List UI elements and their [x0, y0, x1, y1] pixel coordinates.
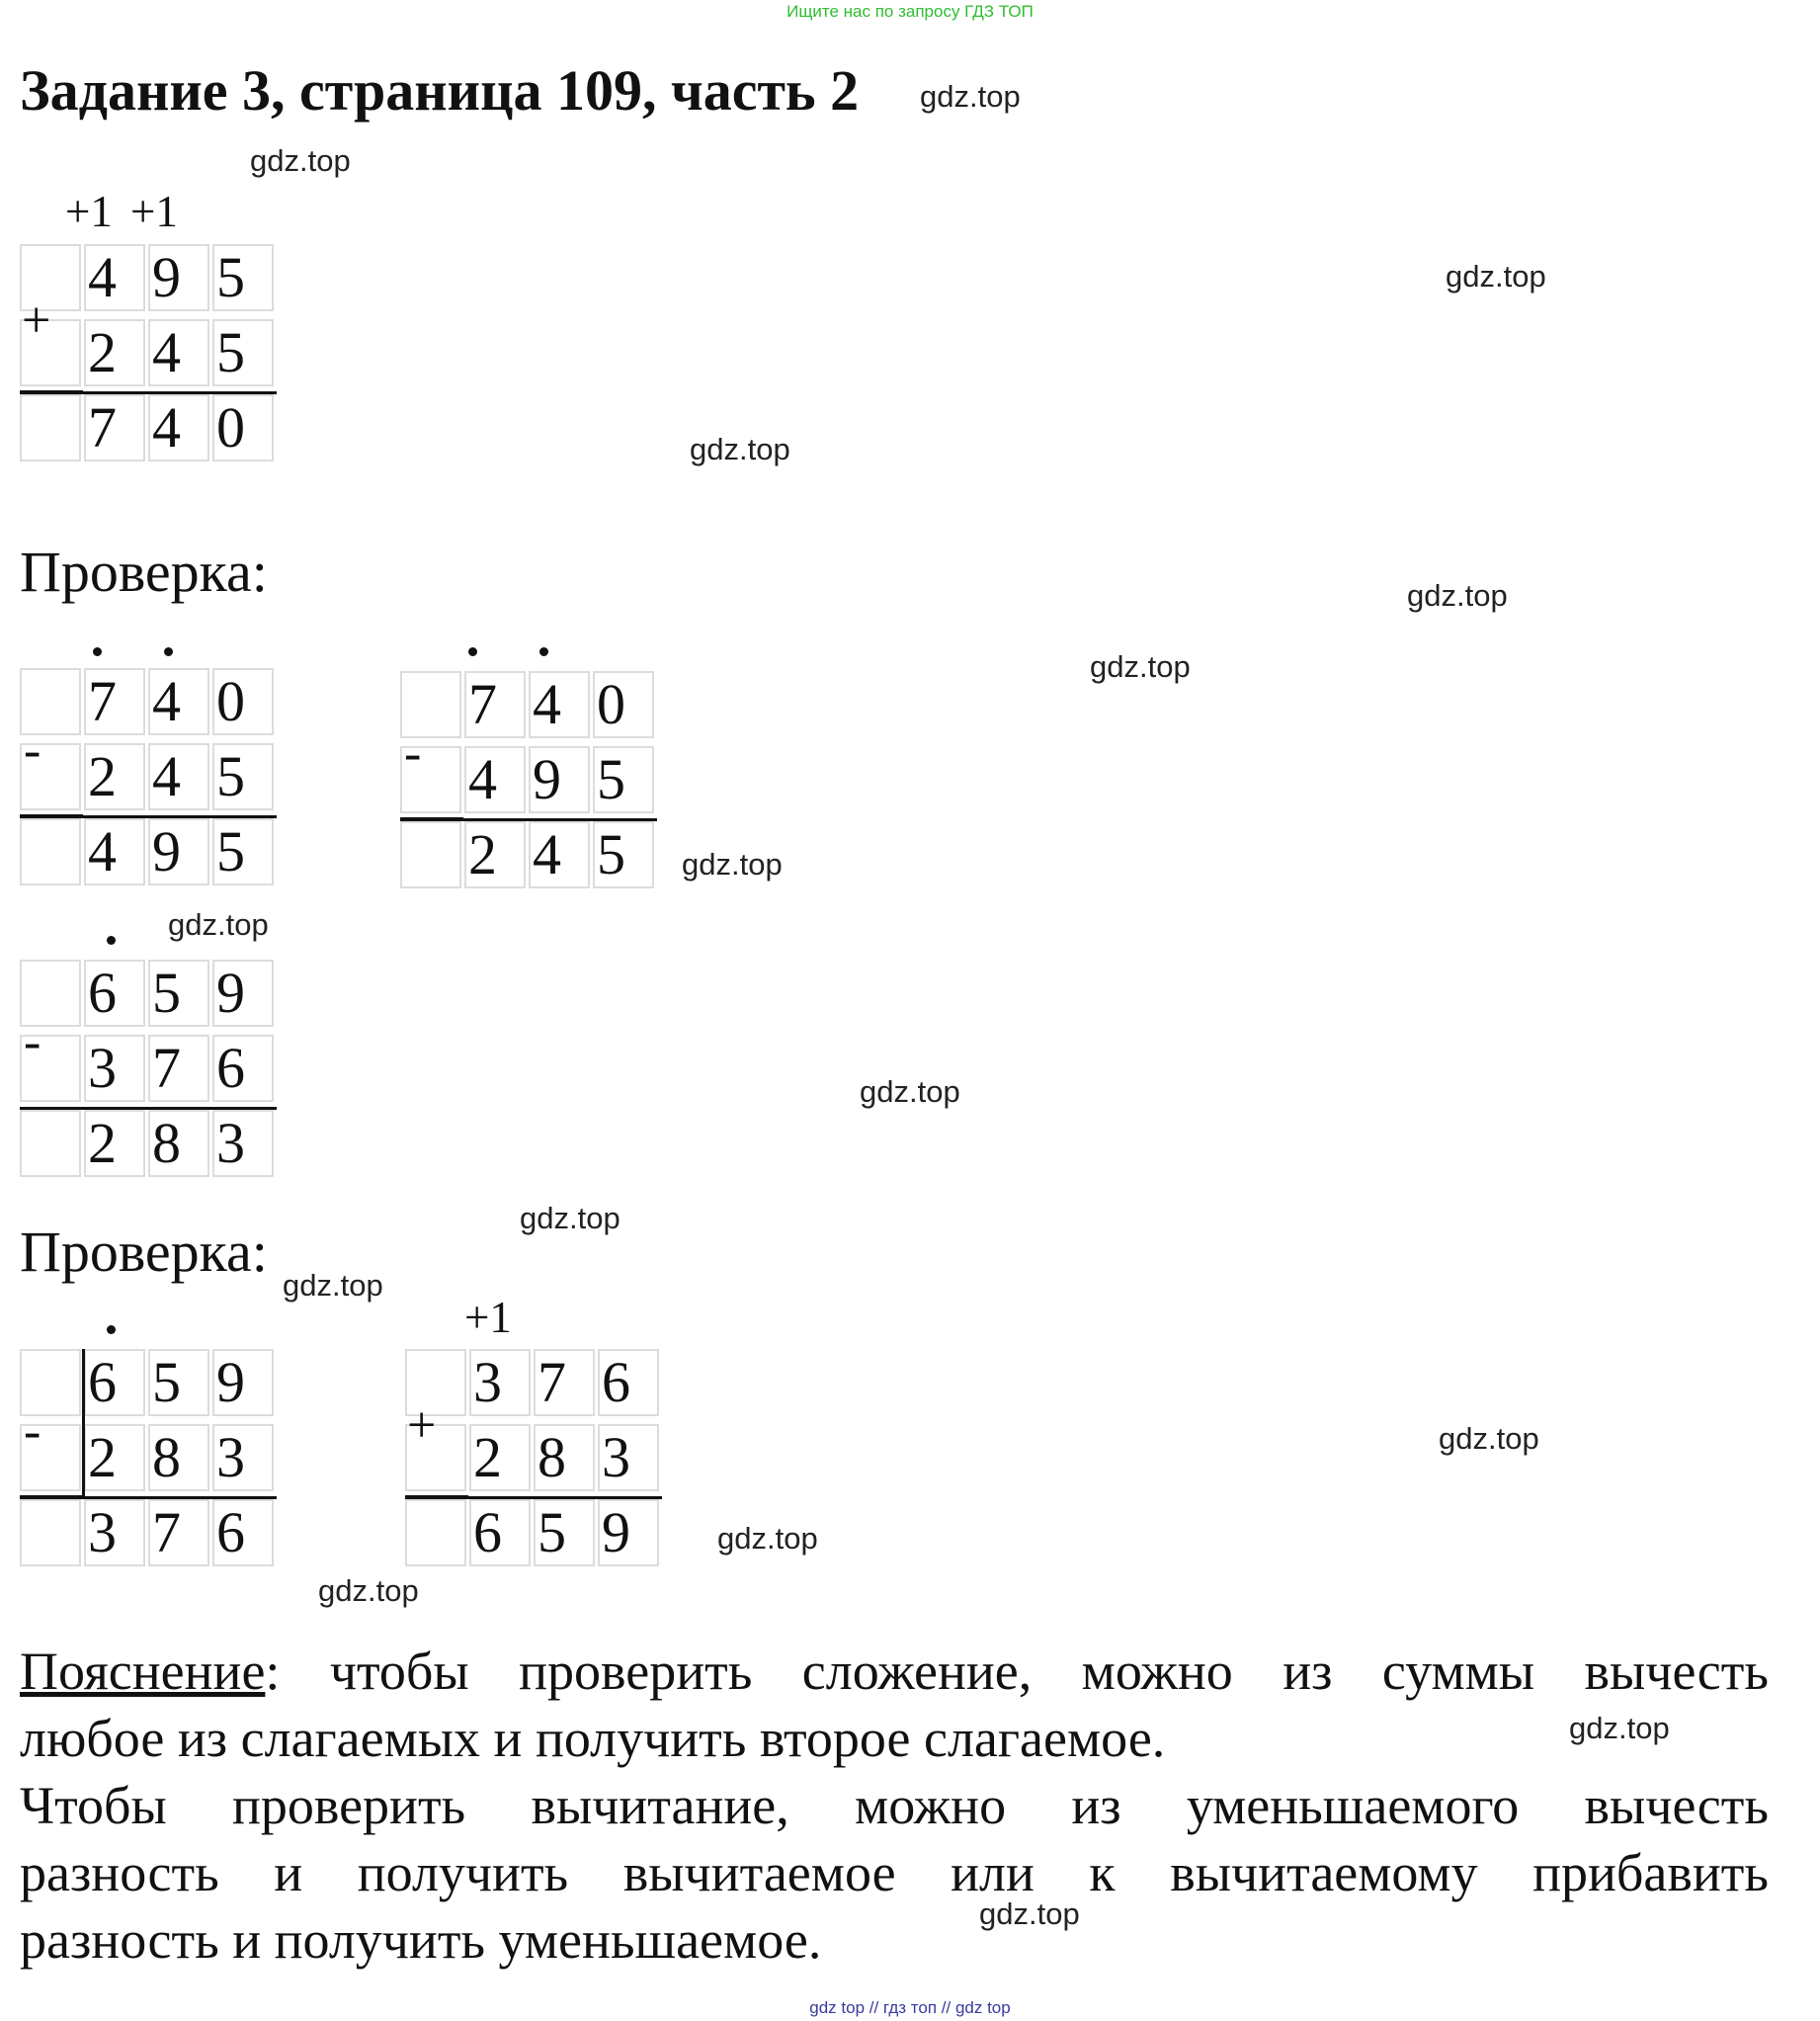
watermark: gdz.top [1407, 578, 1508, 613]
digit: 0 [216, 669, 245, 733]
carry-label: +1 [130, 187, 178, 236]
digit: 3 [88, 1036, 117, 1100]
carry-label: +1 [464, 1293, 512, 1342]
footer-links: gdz top // гдз топ // gdz top [809, 1998, 1011, 2017]
watermark: gdz.top [979, 1896, 1080, 1931]
carry-label: +1 [65, 187, 113, 236]
digit: 4 [468, 747, 497, 811]
digit: 5 [216, 819, 245, 884]
digit: 6 [88, 961, 117, 1025]
result-line [20, 815, 277, 818]
digit: 4 [152, 744, 181, 808]
explanation-label: Пояснение [20, 1642, 266, 1701]
result-line [20, 391, 277, 394]
watermark: gdz.top [250, 143, 351, 178]
borrow-dot [468, 647, 477, 656]
explanation-line: разность и получить уменьшаемое. [20, 1910, 822, 1970]
explanation-line: разность и получить вычитаемое или к вычитаемому прибавить [20, 1843, 1769, 1902]
top-banner: Ищите нас по запросу ГДЗ ТОП [786, 2, 1034, 21]
watermark: gdz.top [920, 79, 1021, 114]
digit: 9 [152, 245, 181, 309]
digit: 5 [538, 1500, 566, 1564]
explanation-text: : чтобы проверить сложение, можно из суммы вычесть [265, 1642, 1769, 1701]
digit: 6 [602, 1350, 630, 1414]
digit: 7 [538, 1350, 566, 1414]
watermark: gdz.top [168, 907, 269, 942]
digit: 9 [216, 961, 245, 1025]
digit: 2 [88, 1111, 117, 1175]
digit: 2 [88, 1425, 117, 1489]
explanation-line: Чтобы проверить вычитание, можно из уменьшаемого вычесть [20, 1776, 1769, 1835]
watermark: gdz.top [520, 1201, 620, 1235]
watermark: gdz.top [682, 847, 783, 882]
digit: 4 [152, 320, 181, 384]
digit: 7 [152, 1500, 181, 1564]
digit: 0 [597, 672, 625, 736]
digit: 8 [538, 1425, 566, 1489]
result-line [400, 818, 657, 821]
digit: 5 [152, 1350, 181, 1414]
watermark: gdz.top [1090, 649, 1191, 684]
watermark: gdz.top [1439, 1421, 1539, 1456]
result-line [405, 1496, 662, 1499]
watermark: gdz.top [318, 1573, 419, 1608]
digit: 6 [473, 1500, 502, 1564]
digit: 2 [468, 822, 497, 886]
minus-sign: - [24, 1403, 41, 1460]
digit: 3 [216, 1425, 245, 1489]
digit: 9 [152, 819, 181, 884]
digit: 3 [473, 1350, 502, 1414]
digit: 5 [597, 747, 625, 811]
check-heading: Проверка: [20, 540, 268, 604]
digit: 7 [88, 395, 117, 460]
digit: 3 [602, 1425, 630, 1489]
watermark: gdz.top [1569, 1711, 1670, 1745]
digit: 7 [88, 669, 117, 733]
result-line [20, 1496, 277, 1499]
digit: 6 [216, 1036, 245, 1100]
watermark: gdz.top [860, 1074, 960, 1109]
borrow-dot [107, 936, 116, 945]
digit: 8 [152, 1111, 181, 1175]
digit: 3 [216, 1111, 245, 1175]
borrow-dot [164, 647, 173, 656]
digit: 4 [152, 395, 181, 460]
minus-sign: - [404, 725, 422, 782]
borrow-dot [107, 1325, 116, 1334]
minus-sign: - [24, 1014, 41, 1070]
digit: 7 [152, 1036, 181, 1100]
watermark: gdz.top [283, 1268, 383, 1303]
watermark: gdz.top [717, 1521, 818, 1556]
explanation-line: любое из слагаемых и получить второе слагаемое. [20, 1709, 1166, 1768]
check-heading: Проверка: [20, 1220, 268, 1284]
digit: 5 [216, 320, 245, 384]
digit: 5 [597, 822, 625, 886]
borrow-dot [539, 647, 548, 656]
digit: 7 [468, 672, 497, 736]
plus-sign: + [22, 293, 51, 349]
digit: 4 [533, 672, 561, 736]
digit: 5 [216, 245, 245, 309]
digit: 9 [533, 747, 561, 811]
digit: 2 [88, 744, 117, 808]
explanation [20, 1638, 1769, 1974]
digit: 3 [88, 1500, 117, 1564]
digit: 5 [216, 744, 245, 808]
digit: 4 [88, 819, 117, 884]
digit: 9 [602, 1500, 630, 1564]
digit: 4 [533, 822, 561, 886]
borrow-dot [93, 647, 102, 656]
watermark: gdz.top [690, 432, 790, 466]
digit: 2 [88, 320, 117, 384]
digit: 6 [88, 1350, 117, 1414]
digit: 8 [152, 1425, 181, 1489]
digit: 4 [88, 245, 117, 309]
digit: 0 [216, 395, 245, 460]
plus-sign: + [407, 1397, 437, 1454]
watermark: gdz.top [1446, 259, 1546, 294]
digit: 2 [473, 1425, 502, 1489]
digit: 5 [152, 961, 181, 1025]
digit: 9 [216, 1350, 245, 1414]
page-title: Задание 3, страница 109, часть 2 [20, 58, 860, 123]
digit: 6 [216, 1500, 245, 1564]
minus-sign: - [24, 722, 41, 779]
result-line [20, 1107, 277, 1110]
digit: 4 [152, 669, 181, 733]
explanation-line [20, 1638, 1769, 1705]
